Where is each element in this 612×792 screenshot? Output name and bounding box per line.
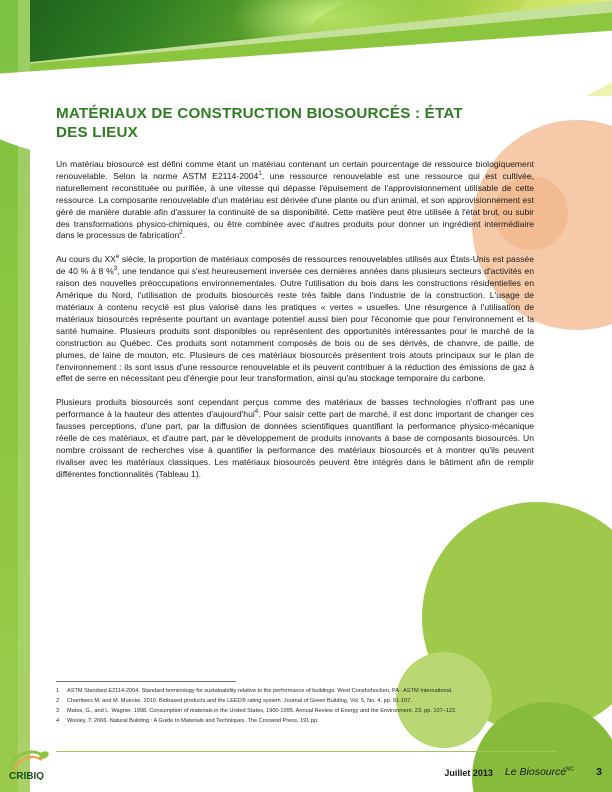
footnote-number: 3 <box>56 708 60 715</box>
footnote-text: Wooley, T. 2006. Natural Building : A Guide to Materials and Techniques. The Croowod Press, 191 pp. <box>67 718 319 725</box>
cribiq-logo <box>8 746 54 780</box>
footnote-number: 1 <box>56 688 60 695</box>
paragraph-2: Au cours du XXe siècle, la proportion de matériaux composés de ressources renouvelables utilisés aux États-Unis est passée de 40 % à 8 %$^3$, une tendance qui s'est heureusement inversée ces dernières années dans plusieurs secteurs d'activités en raison des nouvelles préoccupations environnementales. Outre l'utilisation du bois dans les constructions résidentielles en Amérique du Nord, l'utilisation de produits biosourcés reste très faible dans l'industrie de la construction. L'usage de matériaux à contenu recyclé est plus valorisé dans les pratiques « vertes » usuelles. Une résurgence à l'utilisation de matériaux biosourcés représente pourtant un avantage potentiel aussi bien pour l'économie que pour l'environnement et la santé humaine. Plusieurs produits sont disponibles ou représentent des opportunités intéressantes pour le marché de la construction au Québec. Ces produits sont notamment composés de bois ou de ses dérivés, de chanvre, de paille, de plumes, de laine de mouton, etc. Plusieurs de ces matériaux biosourcés présentent trois atouts principaux sur le plan de l'environnement : ils sont issus d'une ressource renouvelable et ils peuvent contribuer à la réduction des émissions de gaz à effet de serre en nécessitant peu d'énergie pour leur transformation, ainsi qu'au stockage temporaire du carbone. <box>56 253 534 384</box>
paragraph-3: Plusieurs produits biosourcés sont cependant perçus comme des matériaux de basses technologies n'offrant pas une performance à la hauteur des attentes d'aujourd'hui$^4$. Pour saisir cette part de marché, il est donc important de changer ces fausses perceptions, d'une part, par la diffusion de données scientifiques quantifiant la performance physico-mécanique réelle de ces matériaux, et d'autre part, par le développement de produits innovants à base de composants biosourcés. Un nombre croissant de recherches vise à quantifier la performance des matériaux biosourcés et à montrer qu'ils peuvent rivaliser avec les matériaux classiques. Les matériaux biosourcés peuvent être intégrés dans le bâtiment afin de remplir différentes fonctionnalités (Tableau 1). <box>56 397 534 479</box>
page-title: MATÉRIAUX DE CONSTRUCTION BIOSOURCÉS : ÉTAT DES LIEUX <box>56 105 463 141</box>
footer-page-number: 3 <box>596 766 602 778</box>
page-footer <box>30 752 602 778</box>
footnote-item <box>56 688 534 695</box>
footnote-divider <box>56 681 236 682</box>
footnote-text: Matos, G., and L. Wagner. 1998. Consumption of materials in the United States, 1900-1995. Annual Review of Energy and the Environment, 23, pp. 107–122. <box>67 708 457 715</box>
article-content <box>56 104 534 493</box>
footnote-item <box>56 708 534 715</box>
footnote-item <box>56 698 534 705</box>
footnote-item <box>56 718 534 725</box>
footer-brand <box>505 766 574 778</box>
svg-text:CRIBIQ: CRIBIQ <box>9 771 44 780</box>
footer-date: Juillet 2013 <box>444 768 493 778</box>
footnote-text: Chambers M. and M. Muecke. 2010. Biobased products and the LEED® rating system. Journal of Green Building. Vol. 5, No. 4, pp. 91-107. <box>67 698 412 705</box>
footnote-number: 4 <box>56 718 60 725</box>
footer-brand-trademark: MC <box>566 766 574 773</box>
paragraph-1: Un matériau biosourcé est défini comme étant un matériau contenant un certain pourcentage de ressource biologiquement renouvelable. Selon la norme ASTM E2114-2004$^1$, une ressource renouvelable est une ressource qui est cultivée, naturellement reconstituée ou purifiée, à une vitesse qui dépasse l'épuisement de l'approvisionnement utilisable de cette ressource. La composante renouvelable d'un matériau est dérivée d'une plante ou d'un animal, et son approvisionnement est géré de manière durable afin d'assurer la continuité de sa disponibilité. Cette matière peut être utilisée à l'état brut, ou subir des transformations physico-chimiques, ou être combinée avec d'autres produits pour donner un ingrédient intermédiaire dans le processus de fabrication$^2$. <box>56 159 534 241</box>
footnotes-section <box>56 681 534 728</box>
footnote-text: ASTM Standard E2114-2004. Standard terminology for sustainability relative to the performance of buildings. West Conshohocken, PA : ASTM International. <box>67 688 453 695</box>
footnote-number: 2 <box>56 698 60 705</box>
footer-brand-text: Le Biosourcé <box>504 766 567 778</box>
